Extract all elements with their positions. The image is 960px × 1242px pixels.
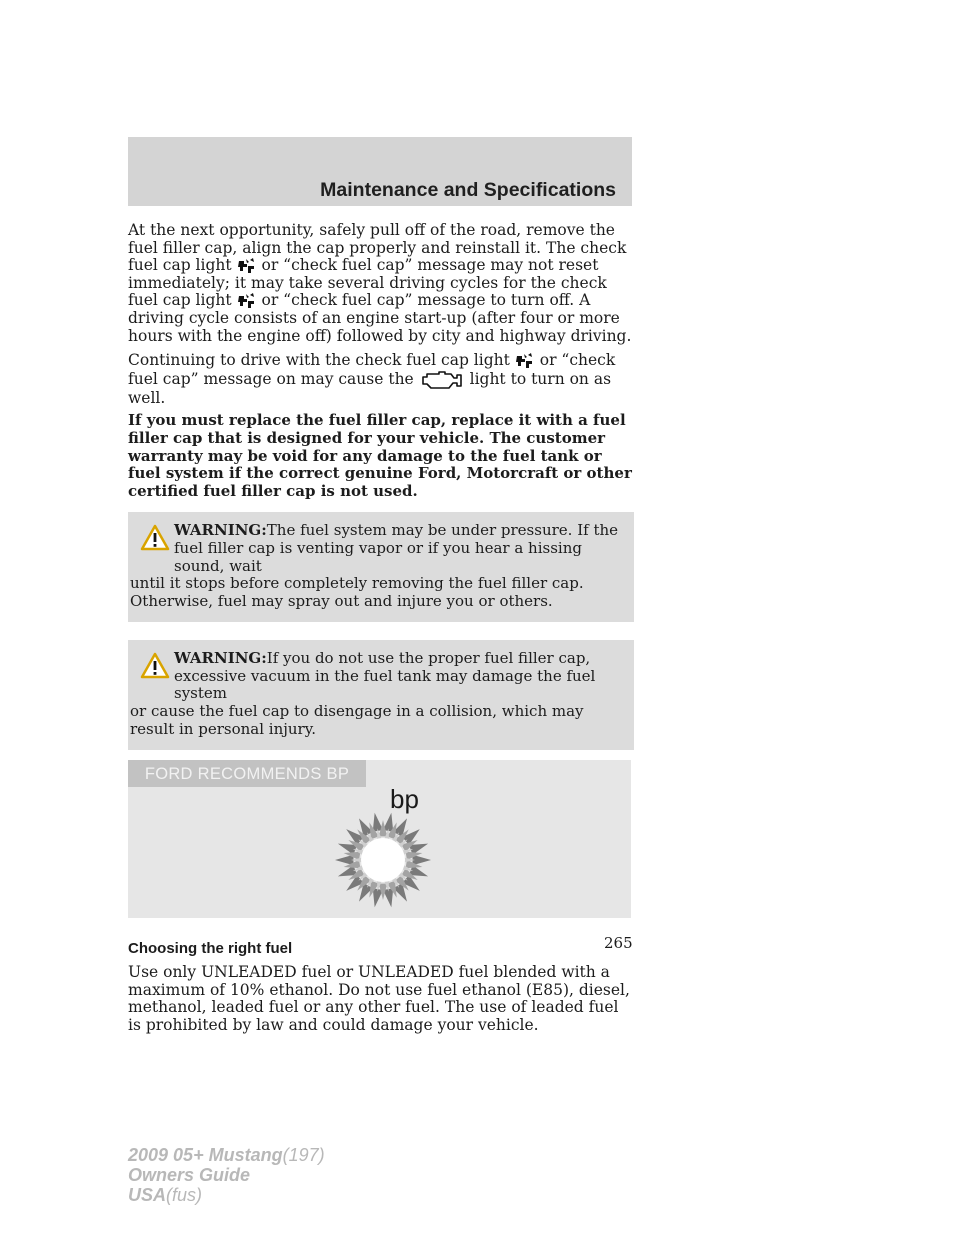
check-fuel-cap-icon: [515, 353, 535, 369]
paragraph-text: or “check fuel cap” message on may cause the: [128, 351, 616, 388]
bp-logo-ray: [335, 855, 353, 865]
warning-triangle-icon: [140, 524, 170, 551]
bp-helios-logo: [333, 810, 433, 910]
paragraph-check-fuel-cap: [128, 222, 634, 345]
warning-text: [130, 522, 628, 610]
warning-box-vacuum: [128, 640, 634, 750]
footer-market: USA: [128, 1185, 167, 1205]
footer-model-code: (197): [282, 1145, 325, 1165]
fuel-section-heading: Choosing the right fuel: [128, 940, 293, 958]
fuel-section-text: Use only UNLEADED fuel or UNLEADED fuel blended with a maximum of 10% ethanol. Do not use fuel ethanol (E85), diesel, methanol, leaded fuel or any other fuel. The use of leaded fuel is prohibited by law and could damage your vehicle.: [128, 963, 630, 1035]
bp-banner: FORD RECOMMENDS BP: [128, 760, 366, 787]
paragraph-text: or “check fuel cap” message may not reset immediately; it may take several driving cycles for the check fuel cap light: [128, 256, 607, 310]
bp-logo-text: bp: [390, 784, 419, 815]
warning-text: [130, 650, 628, 738]
footer-line-market: [128, 1185, 325, 1205]
check-engine-icon: [419, 370, 465, 390]
bp-logo-center: [361, 838, 405, 882]
footer-line-model: [128, 1145, 325, 1165]
paragraph-text: light to turn on as well.: [128, 369, 612, 407]
check-fuel-cap-icon: [237, 293, 257, 309]
paragraph-engine-light: [128, 352, 634, 407]
section-title: Maintenance and Specifications: [320, 179, 616, 201]
footer-info: [128, 1145, 325, 1205]
bp-logo-ray: [413, 855, 431, 865]
header-band: [128, 137, 632, 206]
warning-label: WARNING:: [174, 521, 267, 540]
paragraph-text: At the next opportunity, safely pull off of the road, remove the fuel filler cap, align the cap properly and reinstall it. The check fuel cap light: [128, 221, 627, 275]
bp-advertisement: [128, 760, 631, 918]
footer-line-guide: Owners Guide: [128, 1165, 251, 1185]
page-content: [128, 222, 634, 1035]
footer-model: 2009 05+ Mustang: [128, 1145, 283, 1165]
warning-first-line: [130, 650, 628, 703]
paragraph-text: or “check fuel cap” message to turn off. A driving cycle consists of an engine start-up (after four or more hours with the engine off) followed by city and highway driving.: [128, 291, 632, 345]
paragraph-text: Continuing to drive with the check fuel cap light: [128, 351, 510, 370]
warning-label: WARNING:: [174, 649, 267, 668]
warning-message: If you do not use the proper fuel filler cap, excessive vacuum in the fuel tank may damage the fuel system: [174, 649, 596, 703]
fuel-cap-replacement-notice: If you must replace the fuel filler cap, replace it with a fuel filler cap that is designed for your vehicle. The customer warranty may be void for any damage to the fuel tank or fuel system if the correct genuine Ford, Motorcraft or other certified fuel filler cap is not used.: [128, 411, 632, 500]
warning-message-continued: until it stops before completely removing the fuel filler cap. Otherwise, fuel may spray out and injure you or others.: [130, 574, 584, 610]
warning-box-pressure: [128, 512, 634, 622]
warning-message: The fuel system may be under pressure. If the fuel filler cap is venting vapor or if you hear a hissing sound, wait: [174, 521, 619, 575]
warning-message-continued: or cause the fuel cap to disengage in a collision, which may result in personal injury.: [130, 702, 584, 738]
page-number: 265: [604, 934, 633, 952]
footer-market-code: (fus): [166, 1185, 203, 1205]
warning-first-line: [130, 522, 628, 575]
check-fuel-cap-icon: [237, 258, 257, 274]
warning-triangle-icon: [140, 652, 170, 679]
